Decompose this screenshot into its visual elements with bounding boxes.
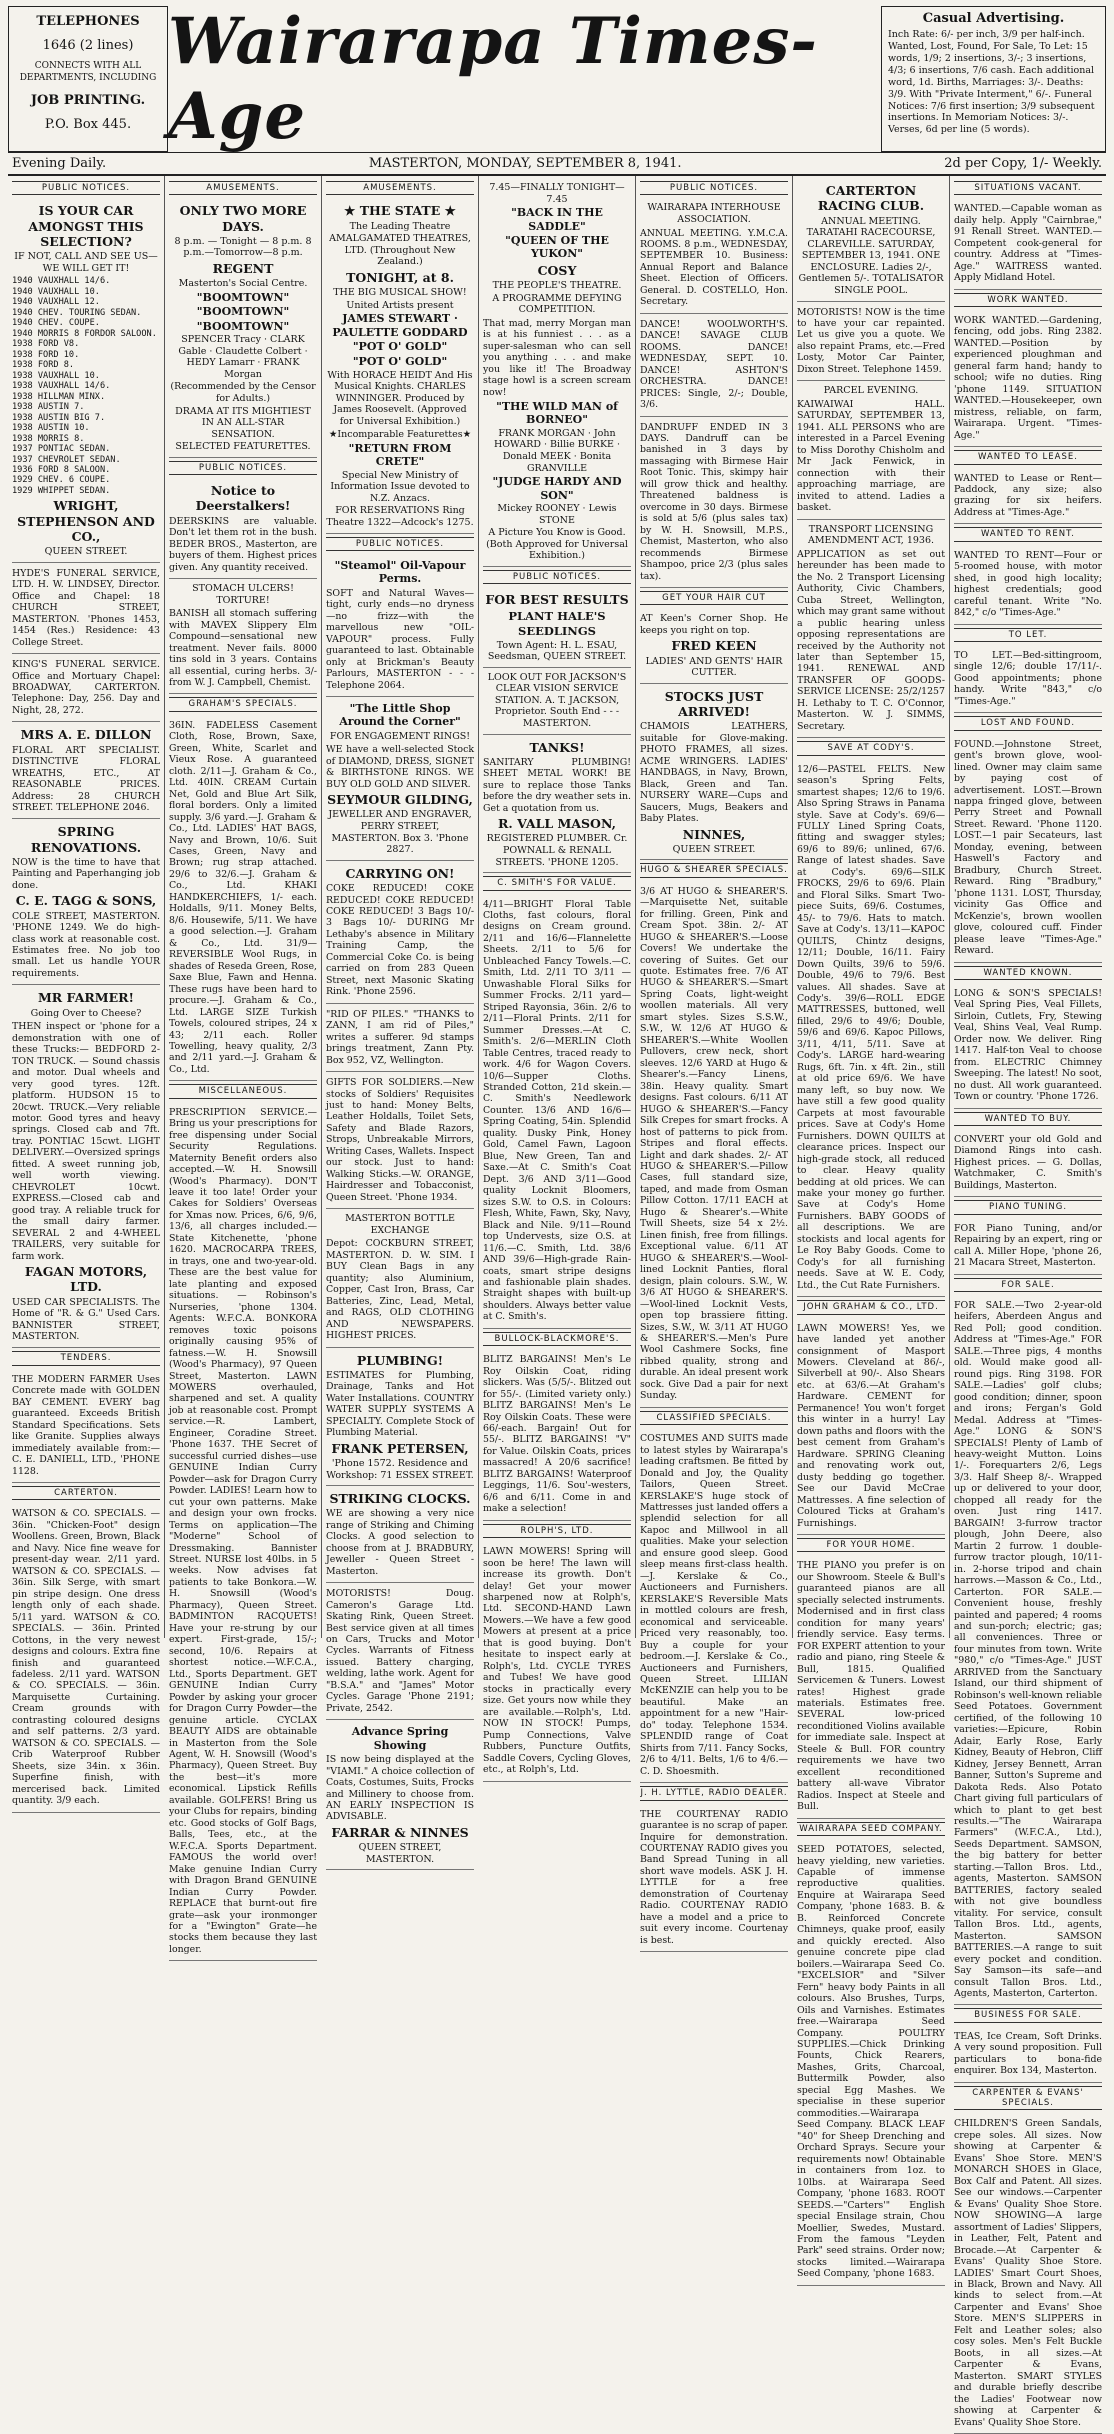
- funeral-ad-2: [12, 654, 160, 722]
- film-title: "POT O' GOLD": [352, 354, 448, 368]
- programme-blurb: That mad, merry Morgan man is at his funniest . . . as a super-salesman who can sell you anything . . . and make you like it! The Broadway stage howl is a screen scream now!: [483, 317, 631, 398]
- dateline-center: MASTERTON, MONDAY, SEPTEMBER 8, 1941.: [368, 156, 682, 171]
- ad-body: KING'S FUNERAL SERVICE. Office and Mortuary Chapel: BROADWAY, CARTERTON. Telephone: Day, 256. Day and Night, 28, 272.: [12, 659, 160, 716]
- painting-ad: [12, 819, 160, 985]
- show-time: TONIGHT, at 8.: [346, 269, 454, 285]
- ad-body: FLORAL ART SPECIALIST. DISTINCTIVE FLORAL WREATHS, ETC., AT REASONABLE PRICES. Address: 28 CHURCH STREET. TELEPHONE 2046.: [12, 744, 160, 813]
- ad-body: CONVERT your old Gold and Diamond Rings into cash. Highest prices. — G. Dollas, Watchmaker, C. Smith's Buildings, Masterton.: [954, 1133, 1102, 1191]
- classified-block: [954, 545, 1102, 625]
- ad-headline: TANKS!: [529, 739, 585, 755]
- dandruff-ad: [640, 417, 788, 589]
- classified-block: [954, 198, 1102, 289]
- misc-ads: [169, 1102, 317, 1962]
- po-box: P.O. Box 445.: [44, 116, 132, 132]
- ad-body: 36IN. FADELESS Casement Cloth, Rose, Brown, Saxe, Green, White, Scarlet and Vieux Rose. A guaranteed cloth. 2/11—J. Graham & Co., Ltd. 40IN. CREAM Curtain Net, Gold and Blue Art Silk, floral borders. Only a limited supply. 3/6 yard.—J. Graham & Co., Ltd. LADIES' HAT BAGS, Navy and Brown, 10/6. Suit Cases, Green, Navy and Brown; rug strap attached. 29/6 to 32/6.—J. Graham & Co., Ltd. KHAKI HANDKERCHIEFS, 1/- each. Holdalls, 9/11. Money Belts, 8/6. Housewife, 5/11. We have a good selection.—J. Graham & Co., Ltd. 31/9—REVERSIBLE Wool Rugs, in shades of Reseda Green, Rose, Saxe Blue, Fawn and Henna. These rugs have been hard to procure.—J. Graham & Co., Ltd. LARGE SIZE Turkish Towels, coloured stripes, 24 x 43; 2/11 each. Roller Towelling, heavy quality, 2/3 and 2/11 yard.—J. Graham & Co., Ltd.: [169, 719, 317, 1075]
- ad-body: CHAMOIS LEATHERS, suitable for Glove-making. PHOTO FRAMES, all sizes. ACME WRINGERS. LADIES' HANDBAGS, in Navy, Brown, Black, Green and Tan. NURSERY WARE—Cups and Saucers, Mugs, Beakers and Baby Plates.: [640, 721, 788, 825]
- dateline-left: Evening Daily.: [12, 156, 107, 171]
- ad-body: SEED POTATOES, selected, heavy yielding, new varieties. Capable of immense reproductive qualities. Enquire at Wairarapa Seed Company, 'phone 1683. B. & B. Reinforced Concrete Chimneys, quake proof, easily and quickly erected. Also genuine concrete pipe clad boilers.—Wairarapa Seed Co. "EXCELSIOR" and "Silver Fern" heavy body Paints in all colours. Also Brushes, Turps, Oils and Varnishes. Estimates free.—Wairarapa Seed Company. POULTRY SUPPLIES.—Chick Drinking Founts, Chick Rearers, Mashes, Grits, Charcoal, Buttermilk Powder, also special Egg Mashes. We specialise in these superior commodities.—Wairarapa Seed Company. BLACK LEAF "40" for Sheep Drenching and Orchard Sprays. Secure your requirements now! Obtainable in containers from 1oz. to 10lbs. at Wairarapa Seed Company, 'phone 1683. ROOT SEEDS.—"Carters'" English special Ensilage strain, Chou Moellier, Swedes, Mustard. From the famous "Leyden Park" seed strains. Order now; stocks limited.—Wairarapa Seed Company, 'phone 1683.: [797, 1844, 945, 2280]
- classified-block: [954, 1218, 1102, 1275]
- hugo-shearer-ad: [640, 881, 788, 1408]
- show-time: 7.45—FINALLY TONIGHT—7.45: [489, 182, 625, 205]
- rolph-ad: [483, 1541, 631, 1781]
- ad-address: QUEEN STREET, MASTERTON.: [358, 1842, 442, 1865]
- film-title: "BACK IN THE SADDLE": [511, 206, 603, 233]
- cement-ad: [12, 1369, 160, 1483]
- car-list-item: 1940 MORRIS 8 FORDOR SALOON.: [12, 328, 157, 339]
- car-list-item: 1929 CHEV. 6 COUPE.: [12, 475, 111, 486]
- coke-ad: [326, 861, 474, 1004]
- mavex-ad: [169, 579, 317, 694]
- used-car-ad: [12, 198, 160, 562]
- ad-headline: FARRAR & NINNES: [331, 1824, 469, 1840]
- ad-body: PRESCRIPTION SERVICE.—Bring us your prescriptions for free dispensing under Social Security Regulations. Maternity Benefit orders also accepted.—W. H. Snowsill (Wood's Pharmacy). DON'T leave it too late! Order your Cakes for Soldiers' Overseas for Xmas now. Prices, 6/6, 9/6, 13/6, all charges included.—State Kitchenette, 'phone 1620. MACROCARPA TREES, in trays, one and two-year-old. These are the best value for late planting and exposed situations. — Robinson's Nurseries, 'phone 1304. Agents: W.F.C.A. BONKORA removes toxic poisons originally causing 95% of fatness.—W. H. Snowsill (Wood's Pharmacy), 97 Queen Street, Masterton. LAWN MOWERS overhauled, sharpened and set. A quality job at reasonable cost. Prompt service.—R. Lambert, Engineer, Coradine Street. 'Phone 1637. THE Secret of successful curried dishes—use GENUINE Indian Curry Powder—ask for Dragon Curry Powder. LADIES! Learn how to cut your own patterns. Make and design your own frocks. Terms on application—The "Moderne" School of Dressmaking. Bannister Street. NURSE lost 40lbs. in 5 weeks. Now advises fat patients to take Bonkora.—W. H. Snowsill (Wood's Pharmacy), Queen Street. BADMINTON RACQUETS! Have your re-strung by our expert. First-grade, 15/-; second, 10/6. Repairs at shortest notice.—W.F.C.A., Ltd., Sports Department. GET GENUINE Indian Curry Powder by asking your grocer for Dragon Curry Powder—the genuine article. CYCLAX BEAUTY AIDS are obtainable in Masterton from the Sole Agent, W. H. Snowsill (Wood's Pharmacy), Queen Street. Buy the best—it's more economical. Lipstick Refills available. GOLFERS! Bring us your Clubs for repairs, binding etc. Good stocks of Golf Bags, Balls, Tees, etc., at the W.F.C.A. Sports Department. FAMOUS the world over! Make genuine Indian Curry with Dragon Brand GENUINE Indian Curry Powder. REPLACE that burnt-out fire grate—ask your ironmonger for a "Ewington" Grate—he stocks them because they last longer.: [169, 1106, 317, 1955]
- reservations: FOR RESERVATIONS Ring Theatre 1322—Adcock's 1275.: [326, 505, 474, 528]
- ad-body: MOTORISTS! Doug. Cameron's Garage Ltd. Skating Rink, Queen Street. Best service given at all times on Cars, Trucks and Motor Cycles. Warrants of Fitness issued. Battery charging, welding, lathe work. Agent for "B.S.A." and "James" Motor Cycles. Garage 'Phone 2191; Private, 2542.: [326, 1588, 474, 1714]
- plumbing-ad: [326, 1348, 474, 1486]
- perm-ad: [326, 554, 474, 697]
- section-heading: C. SMITH'S FOR VALUE.: [483, 876, 631, 890]
- ad-headline: WAIRARAPA INTERHOUSE ASSOCIATION.: [647, 202, 781, 225]
- car-list-item: 1940 VAUXHALL 12.: [12, 297, 100, 308]
- ad-body: WANTED TO RENT—Four or 5-roomed house, with motor shed, in good high locality; highest credentials; good careful tenant. Write "No. 842," c/o "Times-Age.": [954, 549, 1102, 619]
- graham-hardware-ad: [797, 1318, 945, 1535]
- ad-headline: SEYMOUR GILDING,: [327, 792, 473, 808]
- car-list-item: 1936 FORD 8 SALOON.: [12, 464, 111, 475]
- theatre-tagline: Masterton's Social Centre.: [178, 278, 308, 290]
- film-stars: SPENCER Tracy · CLARK Gable · Claudette Colbert · HEDY Lamarr · FRANK Morgan: [178, 334, 308, 380]
- column-1: [8, 176, 165, 1807]
- ad-headline: STOCKS JUST ARRIVED!: [664, 688, 764, 720]
- state-theatre-ad: [326, 198, 474, 533]
- ad-headline: IS YOUR CAR AMONGST THIS SELECTION?: [28, 203, 144, 249]
- ad-headline: Notice to Deerstalkers!: [195, 483, 291, 514]
- ad-body: WANTED.—Capable woman as daily help. Apply "Cairnbrae," 91 Renall Street. WANTED.—Competent cook-general for country. Address at "Times-Age." WAITRESS wanted. Apply Midland Hotel.: [954, 203, 1102, 284]
- ad-body: ANNUAL MEETING. TARATAHI RACECOURSE, CLAREVILLE. SATURDAY, SEPTEMBER 13, 1941. ONE ENCLOSURE. Ladies 2/-, Gentlemen 5/-. TOTALISATOR SINGLE POOL.: [798, 215, 944, 296]
- ad-headline: R. VALL MASON,: [498, 816, 616, 832]
- transport-notice: [797, 520, 945, 739]
- ad-body: AT Keen's Corner Shop. He keeps you right on top.: [640, 613, 788, 636]
- ad-body: BLITZ BARGAINS! Men's Le Roy Oilskin Coat, riding slickers. Was (5/5/-. Blitzed out for 55/-. (Limited variety only.) BLITZ BARGAINS! Men's Le Roy Oilskin Coats. These were 66/-each. Bargain! Out for 55/-. BLITZ BARGAINS! "V" for Value. Oilskin Coats, prices massacred! A 20/6 sacrifice! BLITZ BARGAINS! Waterproof Leggings, 11/6. Sou'-westers, 6/6 and 6/11. Come in and make a selection!: [483, 1354, 631, 1515]
- ad-headline: PLANT HALE'S SEEDLINGS: [508, 609, 606, 638]
- ad-body: FOUND.—Johnstone Street, gent's brown glove, wool-lined. Owner may claim same by paying cost of advertisement. LOST.—Brown nappa fringed glove, between Perry Street and Pownall Street. Reward. 'Phone 1120. LOST.—1 pair Secateurs, last Monday, evening, between Haswell's Factory and Bradbury, Church Street. Reward. Ring "Bradbury," 'phone 1131. LOST, Thursday, vicinity Gas Office and McKenzie's, brown woollen glove, coloured cuff. Finder please leave "Times-Age." Reward.: [954, 738, 1102, 957]
- star-icon: ★: [344, 203, 356, 219]
- classified-block: [954, 1129, 1102, 1197]
- car-painter-ad: [797, 302, 945, 382]
- parcel-evening-ad: [797, 381, 945, 519]
- classified-block: [954, 310, 1102, 447]
- garage-ad: [326, 1583, 474, 1720]
- theatre-name: REGENT: [212, 261, 274, 277]
- theatre-tagline: THE PEOPLE'S THEATRE.: [492, 280, 622, 292]
- classified-ad: [640, 1428, 788, 1783]
- section-heading: BULLOCK-BLACKMORE'S.: [483, 1332, 631, 1346]
- film-credits: With HORACE HEIDT And His Musical Knights. CHARLES WINNINGER. Produced by James Roosevelt. (Approved for Universal Exhibition.): [327, 369, 473, 427]
- section-heading: TO LET.: [954, 628, 1102, 642]
- ad-body: WE have a well-selected Stock of DIAMOND, DRESS, SIGNET & BIRTHSTONE RINGS. WE BUY OLD GOLD AND SILVER.: [326, 744, 474, 790]
- section-heading: AMUSEMENTS.: [326, 181, 474, 195]
- film-title: "BOOMTOWN": [196, 319, 290, 333]
- ad-headline: C. E. TAGG & SONS,: [15, 893, 157, 909]
- ad-body: TEAS, Ice Cream, Soft Drinks. A very sound proposition. Full particulars to bona-fide enquirer. Box 134, Masterton.: [954, 2030, 1102, 2077]
- show-times: 8 p.m. — Tonight — 8 p.m. 8 p.m.—Tomorrow—8 p.m.: [174, 235, 312, 259]
- classified-block: [954, 2113, 1102, 2434]
- section-heading: BUSINESS FOR SALE.: [954, 2008, 1102, 2022]
- film-title: "THE WILD MAN of BORNEO": [496, 400, 618, 427]
- cody-ad: [797, 759, 945, 1298]
- ad-body: USED CAR SPECIALISTS. The Home of "R. & G." Used Cars. BANNISTER STREET, MASTERTON.: [12, 1296, 160, 1342]
- car-list-item: 1938 VAUXHALL 10.: [12, 370, 100, 381]
- section-heading: CARPENTER & EVANS' SPECIALS.: [954, 2086, 1102, 2111]
- star-icon: ★: [328, 429, 338, 441]
- ad-headline: "The Little Shop Around the Corner": [339, 701, 461, 729]
- ad-body: IS now being displayed at the "VIAMI." A choice collection of Coats, Costumes, Suits, Frocks and Millinery to choose from. AN EARLY INSPECTION IS ADVISABLE.: [326, 1754, 474, 1823]
- classified-block: [954, 983, 1102, 1109]
- section-heading: J. H. LYTTLE, RADIO DEALER.: [640, 1786, 788, 1800]
- newspaper-title: Wairarapa Times-Age: [168, 4, 818, 154]
- censor-note: (Recommended by the Censor for Adults.): [170, 381, 316, 404]
- tanks-ad: [483, 735, 631, 874]
- ad-body: ESTIMATES for Plumbing, Drainage, Tanks and Hot Water Installations. COUNTRY WATER SUPPLY SYSTEMS A SPECIALTY. Complete Stock of Plumbing Material.: [326, 1369, 474, 1439]
- ad-body: Depot: COCKBURN STREET, MASTERTON. D. W. SIM. I BUY Clean Bags in any quantity; also Aluminium, Copper, Cast Iron, Brass, Car Batteries, Zinc, Lead, Metal, and RAGS, OLD CLOTHING AND NEWSPAPERS. HIGHEST PRICES.: [326, 1238, 474, 1342]
- ad-headline: FRED KEEN: [671, 638, 757, 654]
- car-list-item: 1938 FORD 10.: [12, 349, 80, 360]
- watson-ad: [12, 1503, 160, 1812]
- ad-subline: IF NOT, CALL AND SEE US— WE WILL GET IT!: [14, 251, 158, 274]
- section-heading: AMUSEMENTS.: [169, 181, 317, 195]
- ad-body: GIFTS FOR SOLDIERS.—New stocks of Soldiers' Requisites just to hand: Money Belts, Leather Holdalls, Toilet Sets, Safety and Blade Razors, Strops, Unbreakable Mirrors, Writing Cases, Wallets. Inspect our stock. Just to hand: Walking Sticks.—W. ORANGE, Hairdresser and Tobacconist, Queen Street. 'Phone 1934.: [326, 1077, 474, 1203]
- ad-headline: CARRYING ON!: [345, 865, 455, 881]
- telephones-title: TELEPHONES: [36, 14, 140, 29]
- car-list-item: 1929 WHIPPET SEDAN.: [12, 485, 111, 496]
- classified-block: [954, 468, 1102, 525]
- radio-ad: [640, 1804, 788, 1953]
- ad-body: DANDRUFF ENDED IN 3 DAYS. Dandruff can be banished in 3 days by massaging with Birmese Hair Root Tonic. This, skimpy hair will grow thick and healthy. Threatened baldness is overcome in 30 days. Birmese is sold at 5/6 (plus sales tax) by W. H. Snowsill, M.P.S., Chemist, Masterton, who also recommends Birmese Shampoo, price 2/3 (plus sales tax).: [640, 421, 788, 582]
- programme-heading: A PROGRAMME DEFYING COMPETITION.: [492, 292, 622, 316]
- ad-address: Town Agent: H. L. ESAU, Seedsman, QUEEN STREET.: [487, 639, 627, 663]
- ad-headline: STOMACH ULCERS! TORTURE!: [192, 583, 294, 606]
- casual-advertising-box: [881, 6, 1106, 152]
- smith-ad: [483, 894, 631, 1329]
- ad-body: KAIWAIWAI HALL. SATURDAY, SEPTEMBER 13, 1941. ALL PERSONS who are interested in a Parcel Evening to Miss Dorothy Chisholm and Mr Jack Fenwick, in connection with their approaching marriage, are invited to attend. Ladies a basket.: [797, 398, 945, 514]
- dateline: [8, 153, 1106, 176]
- seedlings-ad: [483, 587, 631, 667]
- ad-body: ANNUAL MEETING. Y.M.C.A. ROOMS. 8 p.m., WEDNESDAY, SEPTEMBER 10. Business: Annual Report and Balance Sheet. Election of Officers. General. D. COSTELLO, Hon. Secretary.: [640, 227, 788, 308]
- section-heading: WANTED TO BUY.: [954, 1112, 1102, 1126]
- ad-body: DEERSKINS are valuable. Don't let them rot in the bush. BEDER BROS., Masterton, are buyers of them. Highest prices given. Any quantity received.: [169, 515, 317, 573]
- section-heading: LOST AND FOUND.: [954, 716, 1102, 730]
- ad-body: LAWN MOWERS! Yes, we have landed yet another consignment of Masport Mowers. Cleveland at 86/-, Silverbell at 90/-. Also Shears etc. at 63/6.—At Graham's Hardware. CEMENT for Permanence! You won't forget this winter in a hurry! Lay down paths and floors with the best cement from Graham's Hardware. SPRING Cleaning and renovating work out, dusty bedding go together. See our David McCrae Mattresses. A fine selection of Coloured Ticks at Graham's Furnishings.: [797, 1322, 945, 1529]
- section-heading: PUBLIC NOTICES.: [640, 181, 788, 195]
- section-heading: CLASSIFIED SPECIALS.: [640, 1411, 788, 1425]
- ad-body: LAWN MOWERS! Spring will soon be here! The lawn will increase its growth. Don't delay! Get your mower sharpened now at Rolph's, Ltd. SECOND-HAND Lawn Mowers.—We have a few good Mowers at present at a price that is good buying. Don't hesitate to inspect early at Rolph's, Ltd. CYCLE TYRES and Tubes! We have good stocks in practically every size. Get yours now while they are available.—Rolph's, Ltd. NOW IN STOCK! Pumps, Pump Connections, Valve Rubbers, Puncture Outfits, Saddle Covers, Cycling Gloves, etc., at Rolph's, Ltd.: [483, 1546, 631, 1776]
- column-4: [479, 176, 636, 1776]
- ad-body: THE MODERN FARMER Uses Concrete made with GOLDEN BAY CEMENT. EVERY bag guaranteed. Exceeds British Standard Specifications. Sets like Granite. Supplies always immediately available from:— C. E. DANIELL, LTD., 'PHONE 1128.: [12, 1373, 160, 1477]
- featurettes: [326, 429, 474, 441]
- piano-ad: [797, 1555, 945, 1818]
- section-heading: PIANO TUNING.: [954, 1200, 1102, 1214]
- section-heading: WANTED TO RENT.: [954, 527, 1102, 541]
- ad-subline: Going Over to Cheese?: [30, 1007, 142, 1019]
- ad-body: 3/6 AT HUGO & SHEARER'S.—Marquisette Net, suitable for frilling. Green, Pink and Cream Spot. 38in. 2/- AT HUGO & SHEARER'S.—Loose Covers! We undertake the covering of Suites. Get our quote. Estimates free. 7/6 AT HUGO & SHEARER'S.—Smart Spring Coats, light-weight woollen materials. All very smart styles. Sizes S.S.W., S.W., W. 12/6 AT HUGO & SHEARER'S.—White Woollen Pullovers, crew neck, short sleeves. 12/6 YARD at Hugo & Shearer's.—Fancy Linens, 38in. Heavy quality. Smart designs. Fast colours. 6/11 AT HUGO & SHEARER'S.—Fancy Silk Crepes for smart frocks. A host of patterns to pick from. Stripes and floral effects. Light and dark shades. 2/- AT HUGO & SHEARER'S.—Pillow Cases, full standard size, taped, and made from Osman Pillow Cotton. 17/11 EACH at Hugo & Shearer's.—White Twill Sheets, size 54 x 2½. Linen finish, free from fillings. Exceptional value. 6/11 AT HUGO & SHEARER'S.—Wool-lined Locknit Panties, floral design, plain colours. S.W., W. 3/6 AT HUGO & SHEARER'S.—Wool-lined Locknit Vests, open top brassiere fitting. Sizes, S.W., W. 3/11 AT HUGO & SHEARER'S.—Men's Pure Wool Cashmere Socks, fine ribbed quality, strong and durable. An ideal present work sock. Give Dad a pair for next Sunday.: [640, 885, 788, 1402]
- ad-body: FOR Piano Tuning, and/or Repairing by an expert, ring or call A. Miller Hope, 'phone 26, 21 Macara Street, Masterton.: [954, 1222, 1102, 1269]
- ad-body: APPLICATION as set out hereunder has been made to the No. 2 Transport Licensing Authority, Civic Chambers, Cuba Street, Wellington, which may grant same without a public hearing unless opposing representations are received by the Authority not later than September 15, 1941. RENEWAL AND TRANSFER OF GOODS-SERVICE LICENSE: 25/2/1257 H. Lethaby to T. C. O'Connor, Masterton. W. J. SIMMS, Secretary.: [797, 548, 945, 732]
- section-heading: CARTERTON.: [12, 1486, 160, 1500]
- section-heading: HUGO & SHEARER SPECIALS.: [640, 863, 788, 877]
- section-heading: PUBLIC NOTICES.: [326, 537, 474, 551]
- section-heading: WORK WANTED.: [954, 293, 1102, 307]
- regent-ad: [169, 198, 317, 457]
- section-heading: WANTED TO LEASE.: [954, 450, 1102, 464]
- section-heading: GRAHAM'S SPECIALS.: [169, 697, 317, 711]
- clocks-ad: [326, 1486, 474, 1583]
- ad-address: REGISTERED PLUMBER. Cr. POWNALL & RENALL STREETS. 'PHONE 1205.: [486, 833, 628, 868]
- ad-body: HYDE'S FUNERAL SERVICE, LTD. H. W. LINDSEY, Director. Office and Chapel: 18 CHURCH STREET, MASTERTON. 'Phones 1453, 1454 (Res.) Residence: 43 College Street.: [12, 567, 160, 648]
- star-icon: ★: [462, 429, 472, 441]
- car-list-item: 1940 CHEV. COUPE.: [12, 318, 100, 329]
- ad-address: 'Phone 1572. Residence and Workshop: 71 ESSEX STREET.: [326, 1457, 474, 1481]
- car-list: [12, 276, 160, 496]
- ad-body: THE COURTENAY RADIO guarantee is no scrap of paper. Inquire for demonstration. COURTENAY RADIO gives you Band Spread Tuning in all short wave models. ASK J. H. LYTTLE for a free demonstration of Courtenay Radio. COURTENAY RADIO have a model and a price to suit every income. Courtenay is best.: [640, 1808, 788, 1946]
- classified-block: [954, 734, 1102, 963]
- ad-body: LOOK OUT FOR JACKSON'S CLEAR VISION SERVICE STATION. A. T. JACKSON, Proprietor. South End - - - MASTERTON.: [487, 671, 627, 729]
- car-list-item: 1938 AUSTIN 10.: [12, 423, 90, 434]
- ad-address: JEWELLER AND ENGRAVER, PERRY STREET, MASTERTON. Box 3. 'Phone 2827.: [328, 809, 472, 856]
- classified-block: [954, 645, 1102, 713]
- ad-body: WORK WANTED.—Gardening, fencing, odd jobs. Ring 2382. WANTED.—Position by experienced ploughman and general farm hand; handy to school; wife no duties. Ring 'phone 1149. SITUATION WANTED.—Housekeeper, own mistress, reliable, on farm, Wairarapa. Urgent. "Times-Age.": [954, 315, 1102, 441]
- deerskin-ad: [169, 478, 317, 579]
- car-list-item: 1938 FORD V8.: [12, 339, 80, 350]
- ad-body: WANTED to Lease or Rent—Paddock, any size; also grazing for six heifers. Address at "Times-Age.": [954, 472, 1102, 518]
- star-icon: ★: [444, 203, 456, 219]
- section-heading: SITUATIONS VACANT.: [954, 181, 1102, 195]
- ad-body: BANISH all stomach suffering with MAVEX Slippery Elm Compound—sensational new treatment. Never fails. 8000 tins sold in 3 years. Contains all essential, curing herbs. 3/- from W. J. Campbell, Chemist.: [169, 608, 317, 689]
- car-list-item: 1938 VAUXHALL 14/6.: [12, 381, 111, 392]
- ad-headline: ONLY TWO MORE DAYS.: [179, 203, 307, 234]
- car-list-item: 1937 CHEVROLET SEDAN.: [12, 454, 121, 465]
- columns: [8, 176, 1106, 2428]
- ad-body: COSTUMES AND SUITS made to latest styles by Wairarapa's leading craftsmen. Be fitted by Donald and Joy, the Quality Tailors, Queen Street. KERSLAKE'S huge stock of Mattresses just landed offers a splendid selection for all Kapoc and Millwool in all qualities. Make your selection and ensure good sleep. Good sleep means first-class health.—J. Kerslake & Co., Auctioneers and Furnishers. KERSLAKE'S Reversible Mats in mottled colours are fresh, economical and serviceable. Priced very reasonably, too. Buy a couple for your bedroom.—J. Kerslake & Co., Auctioneers and Furnishers, Queen Street. LILIAN McKENZIE can help you to be beautiful. Make an appointment for a new "Hair-do" today. Telephone 1534. SPLENDID range of Coat Shirts from 7/11. Fancy Socks, 2/6 to 4/11. Belts, 1/6 to 4/6.—C. D. Shoesmith.: [640, 1433, 788, 1777]
- ad-headline: FRANK PETERSEN,: [331, 1440, 469, 1456]
- ad-subline: LADIES' AND GENTS' HAIR CUTTER.: [645, 655, 783, 679]
- film-cast: Mickey ROONEY · Lewis STONE: [497, 502, 617, 526]
- ad-headline: FAGAN MOTORS, LTD.: [24, 1264, 148, 1295]
- ad-headline: MRS A. E. DILLON: [20, 727, 152, 743]
- section-heading: PUBLIC NOTICES.: [483, 570, 631, 584]
- funeral-ad: [12, 563, 160, 654]
- bullock-ad: [483, 1349, 631, 1521]
- ad-body: SANITARY PLUMBING! SHEET METAL WORK! BE sure to replace those Tanks before the dry weather sets in. Get a quotation from us.: [483, 756, 631, 814]
- ad-body: WATSON & CO. SPECIALS. — 36in. "Chicken-Foot" design Woollens. Green, Brown, Black and Navy. Nice fine weave for present-day wear. 2/11 yard. WATSON & CO. SPECIALS. — 36in. Silk Serge, with smart pin stripe design. One dress length only of each shade. 5/11 yard. WATSON & CO. SPECIALS. — 36in. Printed Cottons, in the very newest designs and colours. Extra fine finish and guaranteed fadeless. 2/11 yard. WATSON & CO. SPECIALS. — 36in. Marquisette Curtaining. Cream grounds with contrasting coloured designs and self patterns. 2/3 yard. WATSON & CO. SPECIALS. — Crib Waterproof Rubber Sheets, size 34in. x 36in. Superfine finish, with mercerised back. Limited quantity. 3/9 each.: [12, 1508, 160, 1807]
- featurettes-text: Incomparable Featurettes: [337, 429, 463, 441]
- ad-headline: MASTERTON BOTTLE EXCHANGE: [345, 1213, 455, 1236]
- section-heading: ROLPH'S, LTD.: [483, 1524, 631, 1538]
- film-note: A Picture You Know is Good. (Both Approved for Universal Exhibition.): [486, 527, 628, 562]
- ad-headline: STRIKING CLOCKS.: [329, 1491, 471, 1507]
- section-heading: TENDERS.: [12, 1351, 160, 1365]
- film-cast: FRANK MORGAN · John HOWARD · Billie BURKE · Donald MEEK · Bonita GRANVILLE: [493, 427, 621, 474]
- section-heading: JOHN GRAHAM & CO., LTD.: [797, 1300, 945, 1314]
- car-list-item: 1940 VAUXHALL 14/6.: [12, 276, 111, 287]
- theatre-name: [326, 203, 474, 218]
- car-list-item: 1938 HILLMAN MINX.: [12, 391, 106, 402]
- theatre-name-text: THE STATE: [359, 203, 441, 219]
- featurettes: SELECTED FEATURETTES.: [175, 441, 311, 453]
- section-heading: PUBLIC NOTICES.: [12, 181, 160, 195]
- ad-subline: FOR ENGAGEMENT RINGS!: [329, 730, 471, 742]
- connects-text: CONNECTS WITH ALL DEPARTMENTS, INCLUDING: [19, 61, 157, 84]
- ad-headline: PLUMBING!: [356, 1352, 444, 1368]
- dealer-address: QUEEN STREET.: [44, 546, 128, 558]
- seed-company-ad: [797, 1839, 945, 2286]
- column-6: [793, 176, 950, 2280]
- section-heading: WANTED KNOWN.: [954, 966, 1102, 980]
- ad-body: DANCE! WOOLWORTH'S. DANCE! SAVAGE CLUB ROOMS. DANCE! WEDNESDAY, SEPT. 10. DANCE! ASHTON'S ORCHESTRA. DANCE! PRICES: Single, 2/-; Double, 3/6.: [640, 318, 788, 411]
- ad-headline: NINNES,: [682, 826, 746, 842]
- ad-body: COKE REDUCED! COKE REDUCED! COKE REDUCED! COKE REDUCED! 3 Bags 10/- 3 Bags 10/- DURING Mr Lethaby's absence in Military Training Camp, the Commercial Coke Co. is being carried on from 283 Queen Street, next Masonic Skating Rink. 'Phone 2596.: [326, 883, 474, 998]
- car-list-item: 1938 AUSTIN 7.: [12, 402, 85, 413]
- ad-body: MOTORISTS! NOW is the time to have your car repainted. Let us give you a quote. We also repaint Prams, etc.—Fred Losty, Motor Car Painter, Dixon Street. Telephone 1459.: [797, 306, 945, 375]
- service-station-ad: [483, 668, 631, 735]
- ad-body: THEN inspect or 'phone for a demonstration with one of these Trucks:— BEDFORD 2-TON TRUCK. — Sound chassis and motor. Dual wheels and very good tyres. 12ft. platform. HUDSON 15 to 20cwt. TRUCK.—Very reliable motor. Good tyres and heavy springs. Closed cab and 7ft. tray. PONTIAC 15cwt. LIGHT DELIVERY.—Oversized springs fitted. A sweet running job, well worth viewing. CHEVROLET 10cwt. EXPRESS.—Closed cab and good tray. A reliable truck for the small dairy farmer. SEVERAL 2 and 4-WHEEL TRAILERS, very suitable for farm work.: [12, 1021, 160, 1262]
- column-2: [165, 176, 322, 1955]
- ad-body: SOFT and Natural Waves—tight, curly ends—no dryness—no frizz—with the marvellous new "OIL-VAPOUR" process. Fully guaranteed to last. Obtainable only at Brickman's Beauty Parlours, MASTERTON - - - Telephone 2064.: [326, 587, 474, 691]
- column-7: [950, 176, 1106, 2428]
- florist-ad: [12, 722, 160, 819]
- featurette-title: "RETURN FROM CRETE": [348, 441, 452, 469]
- telephone-lines: 1646 (2 lines): [42, 37, 134, 53]
- film-title: "POT O' GOLD": [352, 340, 448, 354]
- car-list-item: 1938 MORRIS 8.: [12, 433, 85, 444]
- theatre-name: COSY: [537, 262, 577, 278]
- column-5: [636, 176, 793, 1946]
- ad-body: LONG & SON'S SPECIALS! Veal Spring Pies, Veal Fillets, Sirloin, Cutlets, Fry, Stewing Veal, Shins Veal, Veal Rump. Order now. We deliver. Ring 1417. Half-ton Veal to choose from. ELECTRIC Chimney Sweeping. The latest! No soot, no dust. All work guaranteed. Town or country. 'Phone 1726.: [954, 987, 1102, 1103]
- car-list-item: 1938 FORD 8.: [12, 360, 75, 371]
- graham-ad: [169, 715, 317, 1082]
- film-tagline: DRAMA AT ITS MIGHTIEST IN AN ALL-STAR SENSATION.: [175, 405, 311, 440]
- ad-body: COLE STREET, MASTERTON. 'PHONE 1249. We do high-class work at reasonable cost. Estimates free. No job too small. Let us handle YOUR requirements.: [12, 910, 160, 979]
- ad-body: THE PIANO you prefer is on our Showroom. Steele & Bull's guaranteed pianos are all specially selected instruments. Modernised and in first class condition for many years' friendly service. Easy terms. FOR EXPERT attention to your radio and piano, ring Steele & Bull, 1815. Qualified Servicemen & Tuners. Lowest rates! Highest grade materials. Estimates free. SEVERAL low-priced reconditioned Violins available for immediate sale. Inspect at Steele & Bull. FOR country requirements we have two excellent reconditioned battery all-wave Vibrator Radios. Inspect at Steele and Bull.: [797, 1560, 945, 1813]
- jeweller-ad: [326, 697, 474, 861]
- ad-headline: PARCEL EVENING.: [823, 385, 919, 397]
- ad-body: 12/6—PASTEL FELTS. New season's Spring Felts, smartest shapes; 12/6 to 19/6. Also Spring Straws in Panama style. Save at Cody's. 69/6—FULLY Lined Spring Coats, fitting and swagger styles; 69/6 to 89/6; unlined, 67/6. Range of latest shades. Save at Cody's. 69/6—SILK FROCKS, 29/6 to 69/6. Plain and Floral Silks. Smart Two-piece Suits, 69/6. Costumes, 45/- to 79/6. Hats to match. Save at Cody's. 13/11—KAPOC QUILTS, Chintz designs, 12/11; Double, 16/11. Fairy Down Quilts, 39/6 to 59/6. Double, 49/6 to 79/6. Best values. All shades. Save at Cody's. 39/6—ROLL EDGE MATTRESSES, buttoned, well filled, 29/6 to 49/6; Double, 59/6 and 69/6. Kapoc Pillows, 3/11, 4/11, 5/11. Save at Cody's. LARGE hard-wearing Rugs, 6ft. 7in. x 4ft. 2in., still at old price 69/6. We have many left, so buy now. We have still a few good quality Carpets at most favourable prices. Save at Cody's Home Furnishers. DOWN QUILTS at clearance prices. Inspect our high-grade stock, all reduced to clear. Heavy quality bedding at old prices. We can make your money go further. Save at Cody's Home Furnishers. BABY GOODS of all descriptions. We are stockists and local agents for Le Roy Baby Goods. Come to Cody's for all furnishing needs. Save at W. E. Cody, Ltd., the Cut Rate Furnishers.: [797, 763, 945, 1291]
- ad-body: FOR SALE.—Two 2-year-old heifers, Aberdeen Angus and Red Poll; good condition. Address at "Times-Age." FOR SALE.—Three pigs, 4 months old. Would make good all-round pigs. Ring 3198. FOR SALE.—Ladies' golf clubs; good condition; dinner, spoon and irons; Fergan's Gold Medal. Address at "Times-Age." LONG & SON'S SPECIALS! Plenty of Lamb of heavy-weight Mutton. Loins 1/-. Forequarters 2/6, Legs 3/3. Half Sheep 8/-. Wrapped up or delivered to your door, chopped all ready for the oven. Just ring 1417. BARGAIN! 3-furrow tractor plough, John Deere, also Martin 2 furrow. 1 double-furrow tractor plough, 10/11-in. 2-horse tripod and chain harrows.—Masson & Co., Ltd., Carterton. FOR SALE.—Convenient house, freshly painted and papered; 4 rooms and sun-porch; electric; gas; all conveniences. Three or four minutes from town. Write "980," c/o "Times-Age." JUST ARRIVED from the Sanctuary Island, our third shipment of Robinson's well-known reliable Seed Potatoes. Government certified, of the following 10 varieties:—Epicure, Robin Adair, Early Rose, Early Kidney, Beauty of Hebron, Cliff Kidney, Jersey Bennett, Arran Banner, Sutton's Supreme and Dakota Reds. Also Potato Chart giving full particulars of which to plant to get best results.—"The Wairarapa Farmers" (W.F.C.A., Ltd.), Seeds Department. SAMSON, the big battery for better starting.—Tallon Bros. Ltd., agents, Masterton. SAMSON BATTERIES, factory sealed with not give boundless vitality. For service, consult Tallon Bros. Ltd., agents, Masterton. SAMSON BATTERIES.—A range to suit every pocket and condition. Say Samson—its safe—and consult Tallon Bros. Ltd., Agents, Masterton, Carterton.: [954, 1299, 1102, 1999]
- association-notice: [640, 198, 788, 313]
- car-list-item: 1940 VAUXHALL 10.: [12, 286, 100, 297]
- ad-body: "RID OF PILES." "THANKS to ZANN, I am rid of Piles," writes a sufferer. 9d stamps brings treatment, Zann Pty. Box 952, VZ, Wellington.: [326, 1008, 474, 1066]
- classified-block: [954, 1295, 1102, 2006]
- dealer-name: WRIGHT, STEPHENSON AND CO.,: [17, 498, 155, 544]
- cosy-theatre-ad: [483, 178, 631, 567]
- casual-advertising-rates: Inch Rate: 6/- per inch, 3/9 per half-inch. Wanted, Lost, Found, For Sale, To Let: 15 words, 1/9; 2 insertions, 3/-; 3 insertions, 4/3; 6 insertions, 7/6 cash. Each additional word, 1d. Births, Marriages: 3/-. Deaths: 3/9. With "Private Interment," 6/-. Funeral Notices: 7/6 first insertion; 3/9 subsequent insertions. In Memoriam Notices: 3/-. Verses, 6d per line (5 words).: [888, 29, 1095, 136]
- piles-ad: [326, 1004, 474, 1072]
- theatre-tagline: The Leading Theatre: [349, 220, 451, 232]
- film-title: "JUDGE HARDY AND SON": [492, 475, 622, 502]
- racing-ad: [797, 178, 945, 302]
- truck-ad: [12, 985, 160, 1348]
- film-title: "QUEEN OF THE YUKON": [505, 233, 609, 261]
- section-heading: WAIRARAPA SEED COMPANY.: [797, 1822, 945, 1836]
- ad-body: 4/11—BRIGHT Floral Table Cloths, fast colours, floral designs on Cream ground. 2/11 and 16/6—Flannelette Sheets. 2/11 to 5/6 for Unbleached Fancy Towels.—C. Smith, Ltd. 2/11 TO 3/11 — Unwashable Floral Silks for Summer Frocks. 2/11 yard—Striped Rayonsia, 36in. 2/6 to 2/11—Floral Prints. 2/11 for Summer Dresses.—At C. Smith's. 2/6—MERLIN Cloth Table Centres, traced ready to work. 4/6 for Wagon Covers. 10/6—Supper Cloths. Stranded Cotton, 21d skein.—C. Smith's Needlework Counter. 13/6 AND 16/6—Spring Coating, 54in. Splendid quality. Dusky Pink, Honey Gold, Camel Fawn, Lagoon Blue, New Green, Tan and Saxe.—At C. Smith's Coat Dept. 3/6 AND 3/11—Good quality Locknit Bloomers, sizes S.W. to O.S. in Colours: Flesh, White, Fawn, Sky, Navy, Black and Nile. 9/11—Round top Undervests, size O.S. at 11/6.—C. Smith, Ltd. 38/6 AND 39/6—High-grade Rain-coats, smart stripe designs and fashionable plain shades. Straight shapes with built-up shoulders. Always better value at C. Smith's.: [483, 898, 631, 1323]
- show-type: THE BIG MUSICAL SHOW!: [333, 287, 467, 299]
- masthead: [8, 6, 1106, 153]
- barber-ad: [640, 608, 788, 683]
- gifts-ad: [326, 1072, 474, 1209]
- ad-body: TO LET.—Bed-sittingroom, single 12/6; double 17/11/-. Good appointments; phone handy. Write "843," c/o "Times-Age.": [954, 649, 1102, 707]
- film-title: "BOOMTOWN": [196, 290, 290, 304]
- telephones-box: [8, 6, 168, 152]
- film-cast: JAMES STEWART · PAULETTE GODDARD: [332, 312, 468, 339]
- dance-ad: [640, 314, 788, 417]
- ad-headline: MR FARMER!: [37, 990, 135, 1006]
- ad-headline: FOR BEST RESULTS: [485, 592, 629, 608]
- ad-body: CHILDREN'S Green Sandals, crepe soles. All sizes. Now showing at Carpenter & Evans' Shoe Store. MEN'S MONARCH SHOES in Glace, Box Calf and Patent. All sizes. See our windows.—Carpenter & Evans' Quality Shoe Store. NOW SHOWING—A large assortment of Ladies' Slippers, in Leather, Felt, Patent and Brocade.—At Carpenter & Evans' Quality Shoe Store. LADIES' Smart Court Shoes, in Black, Brown and Navy. All kinds to select from.—At Carpenter and Evans' Shoe Store. MEN'S SLIPPERS in Felt and Leather soles; also cosy soles. Men's Felt Buckle Boots, in all sizes.—At Carpenter & Evans, Masterton. SMART STYLES and durable briefly describe the Ladies' Footwear now showing at Carpenter & Evans' Quality Shoe Store.: [954, 2118, 1102, 2428]
- ad-headline: CARTERTON RACING CLUB.: [817, 183, 925, 214]
- ad-body: NOW is the time to have that Painting and Paperhanging job done.: [12, 856, 160, 891]
- car-list-item: 1937 PONTIAC SEDAN.: [12, 444, 111, 455]
- section-heading: PUBLIC NOTICES.: [169, 461, 317, 475]
- bottle-ad: [326, 1209, 474, 1347]
- ad-headline: "Steamol" Oil-Vapour Perms.: [334, 558, 466, 586]
- section-heading: FOR SALE.: [954, 1278, 1102, 1292]
- ad-body: WE are showing a very nice range of Striking and Chiming Clocks. A good selection to choose from at J. BRADBURY, Jeweller - Queen Street - Masterton.: [326, 1508, 474, 1577]
- car-list-item: 1938 AUSTIN BIG 7.: [12, 412, 106, 423]
- ad-headline: Advance Spring Showing: [351, 1725, 449, 1752]
- casual-advertising-title: Casual Advertising.: [922, 11, 1065, 26]
- section-heading: FOR YOUR HOME.: [797, 1538, 945, 1552]
- presenter: United Artists present: [346, 299, 454, 311]
- car-list-item: 1940 CHEV. TOURING SEDAN.: [12, 307, 142, 318]
- ad-address: QUEEN STREET.: [672, 843, 756, 855]
- section-heading: MISCELLANEOUS.: [169, 1084, 317, 1098]
- ninnes-ad: [640, 684, 788, 861]
- viami-ad: [326, 1720, 474, 1870]
- section-heading: GET YOUR HAIR CUT: [640, 591, 788, 605]
- dateline-right: 2d per Copy, 1/- Weekly.: [944, 156, 1102, 171]
- featurette-note: Special New Ministry of Information Issue devoted to N.Z. Anzacs.: [330, 469, 470, 504]
- column-3: [322, 176, 479, 1865]
- theatre-company: AMALGAMATED THEATRES, LTD. (Throughout New Zealand.): [329, 233, 471, 268]
- classified-block: [954, 2026, 1102, 2083]
- film-title: "BOOMTOWN": [196, 305, 290, 319]
- section-heading: SAVE AT CODY'S.: [797, 741, 945, 755]
- ad-headline: TRANSPORT LICENSING AMENDMENT ACT, 1936.: [807, 523, 935, 547]
- ad-headline: SPRING RENOVATIONS.: [30, 824, 142, 855]
- job-printing: JOB PRINTING.: [30, 93, 146, 109]
